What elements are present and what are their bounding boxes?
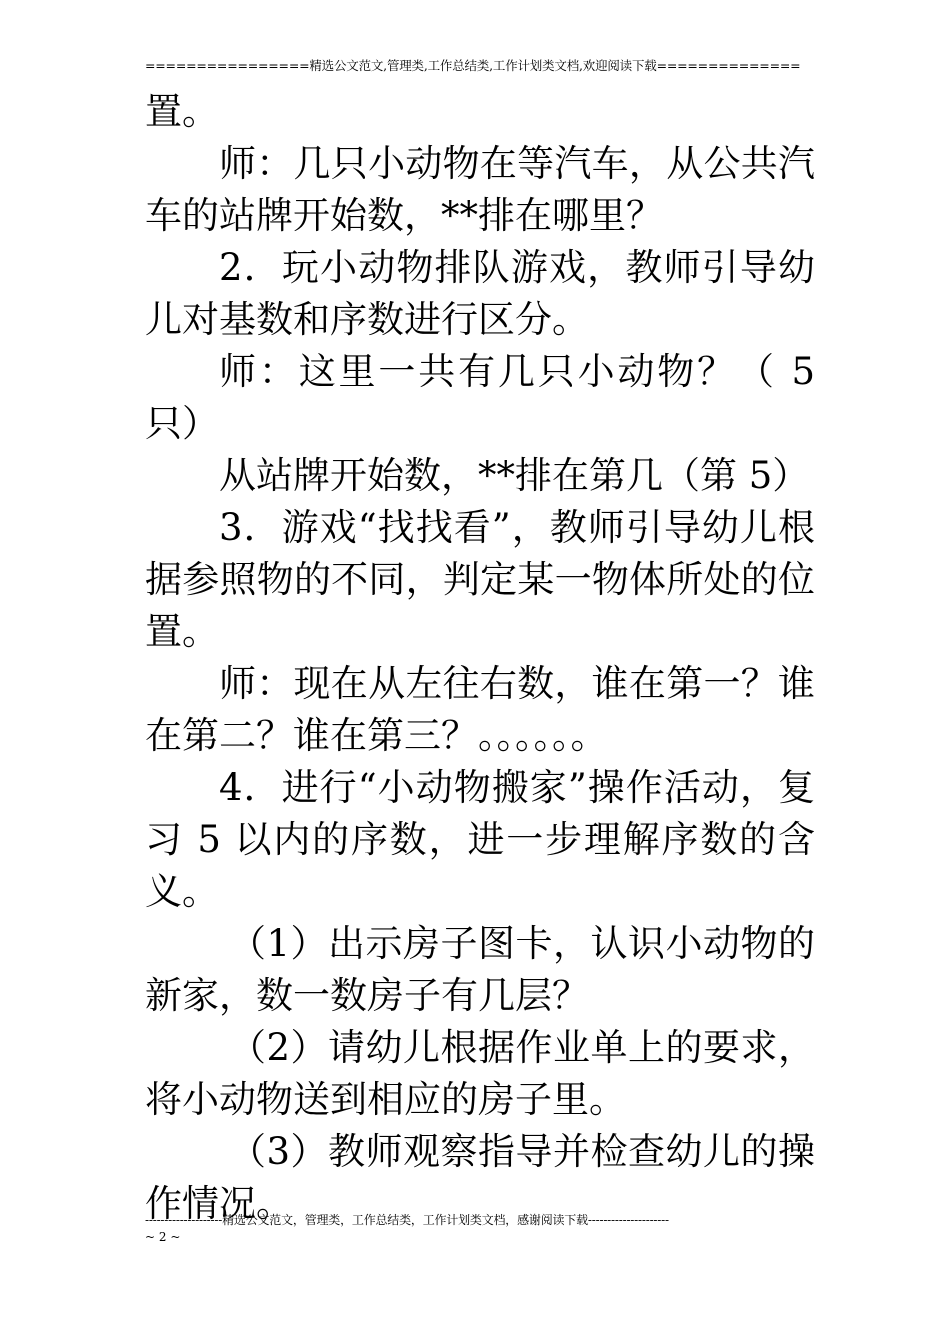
document-body	[145, 86, 815, 1230]
paragraph: （2）请幼儿根据作业单上的要求，将小动物送到相应的房子里。	[145, 1026, 815, 1121]
paragraph: 4．进行“小动物搬家”操作活动，复习 5 以内的序数，进一步理解序数的含义。	[145, 766, 815, 913]
paragraph: 师：这里一共有几只小动物？（ 5只）	[145, 350, 815, 445]
paragraph: 置。	[145, 90, 219, 133]
paragraph: 从站牌开始数，**排在第几（第 5）	[219, 454, 810, 497]
page-header: ================精选公文范文,管理类,工作总结类,工作计划类文档,欢迎阅读下载==============	[145, 58, 801, 73]
paragraph: 2．玩小动物排队游戏，教师引导幼儿对基数和序数进行区分。	[145, 246, 815, 341]
paragraph: （3）教师观察指导并检查幼儿的操作情况。	[145, 1130, 815, 1225]
paragraph: （1）出示房子图卡，认识小动物的新家，数一数房子有几层？	[145, 922, 815, 1017]
paragraph: 师：几只小动物在等汽车，从公共汽车的站牌开始数，**排在哪里？	[145, 142, 815, 237]
paragraph: 3．游戏“找找看”，教师引导幼儿根据参照物的不同，判定某一物体所处的位置。	[145, 506, 815, 653]
page-number: ~ 2 ~	[145, 1230, 181, 1244]
page-footer: --------------------精选公文范文，管理类，工作总结类，工作计划类文档，感谢阅读下载---------------------	[145, 1213, 669, 1227]
paragraph: 师：现在从左往右数，谁在第一？谁在第二？谁在第三？。。。。。。	[145, 662, 815, 757]
